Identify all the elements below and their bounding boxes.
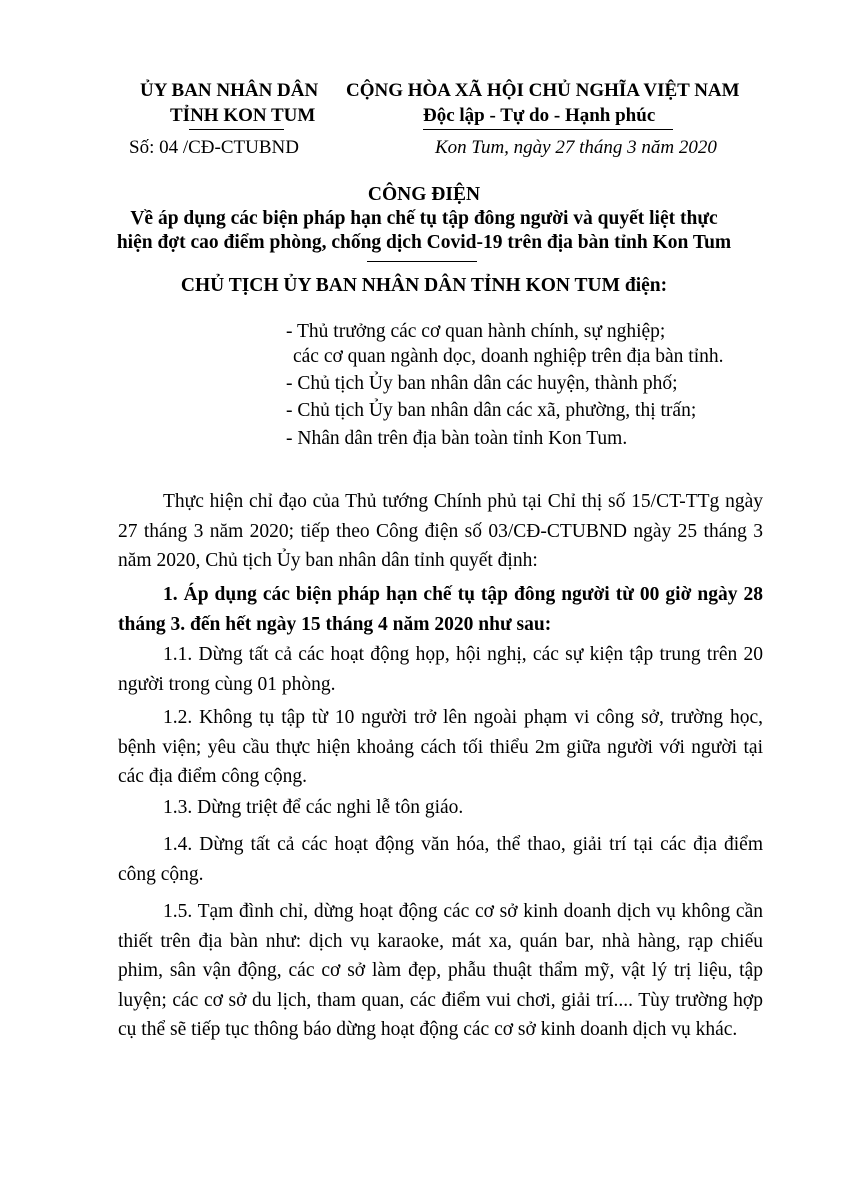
recipient-item: - Nhân dân trên địa bàn toàn tỉnh Kon Tum. [286,428,628,449]
recipient-item: - Chủ tịch Ủy ban nhân dân các xã, phường, thị trấn; [286,400,697,421]
document-subtitle-line1: Về áp dụng các biện pháp hạn chế tụ tập đông người và quyết liệt thực [130,208,718,229]
document-type-heading: CÔNG ĐIỆN [367,184,481,205]
item-1-2: 1.2. Không tụ tập từ 10 người trở lên ngoài phạm vi công sở, trường học, bệnh viện; yêu cầu thực hiện khoảng cách tối thiểu 2m giữa người với người tại các địa điểm công cộng. [118,707,763,787]
section-1-heading: 1. Áp dụng các biện pháp hạn chế tụ tập đông người từ 00 giờ ngày 28 tháng 3. đến hết ngày 15 tháng 4 năm 2020 như sau: [118,584,763,635]
issuer-line1: ỦY BAN NHÂN DÂN [140,80,319,101]
intro-paragraph: Thực hiện chỉ đạo của Thủ tướng Chính phủ tại Chỉ thị số 15/CT-TTg ngày 27 tháng 3 năm 2020; tiếp theo Công điện số 03/CĐ-CTUBND ngày 25 tháng 3 năm 2020, Chủ tịch Ủy ban nhân dân tỉnh quyết định: [118,491,763,571]
recipient-item: các cơ quan ngành dọc, doanh nghiệp trên địa bàn tỉnh. [293,346,724,367]
document-subtitle-line2: hiện đợt cao điểm phòng, chống dịch Covid-19 trên địa bàn tỉnh Kon Tum [116,232,732,253]
document-date: Kon Tum, ngày 27 tháng 3 năm 2020 [435,137,717,158]
item-1-5: 1.5. Tạm đình chỉ, dừng hoạt động các cơ sở kinh doanh dịch vụ không cần thiết trên địa bàn như: dịch vụ karaoke, mát xa, quán bar, nhà hàng, rạp chiếu phim, sân vận động, các cơ sở làm đẹp, phẫu thuật thẩm mỹ, vật lý trị liệu, tập luyện; các cơ sở du lịch, tham quan, các điểm vui chơi, giải trí.... Tùy trường hợp cụ thể sẽ tiếp tục thông báo dừng hoạt động các cơ sở kinh doanh dịch vụ khác. [118,901,763,1040]
item-1-3: 1.3. Dừng triệt để các nghi lễ tôn giáo. [163,797,464,818]
nation-title: CỘNG HÒA XÃ HỘI CHỦ NGHĨA VIỆT NAM [346,80,740,101]
document-number: Số: 04 /CĐ-CTUBND [129,137,299,158]
item-1-4: 1.4. Dừng tất cả các hoạt động văn hóa, thể thao, giải trí tại các địa điểm công cộng. [118,834,763,885]
sender-line: CHỦ TỊCH ỦY BAN NHÂN DÂN TỈNH KON TUM điện: [180,275,668,296]
nation-motto: Độc lập - Tự do - Hạnh phúc [423,105,656,126]
issuer-underline [189,129,284,130]
motto-underline [423,129,673,130]
item-1-1: 1.1. Dừng tất cả các hoạt động họp, hội nghị, các sự kiện tập trung trên 20 người trong cùng 01 phòng. [118,644,763,695]
issuer-line2: TỈNH KON TUM [170,105,316,126]
title-underline [367,261,477,262]
recipient-item: - Chủ tịch Ủy ban nhân dân các huyện, thành phố; [286,373,678,394]
recipient-item: - Thủ trưởng các cơ quan hành chính, sự nghiệp; [286,321,666,342]
